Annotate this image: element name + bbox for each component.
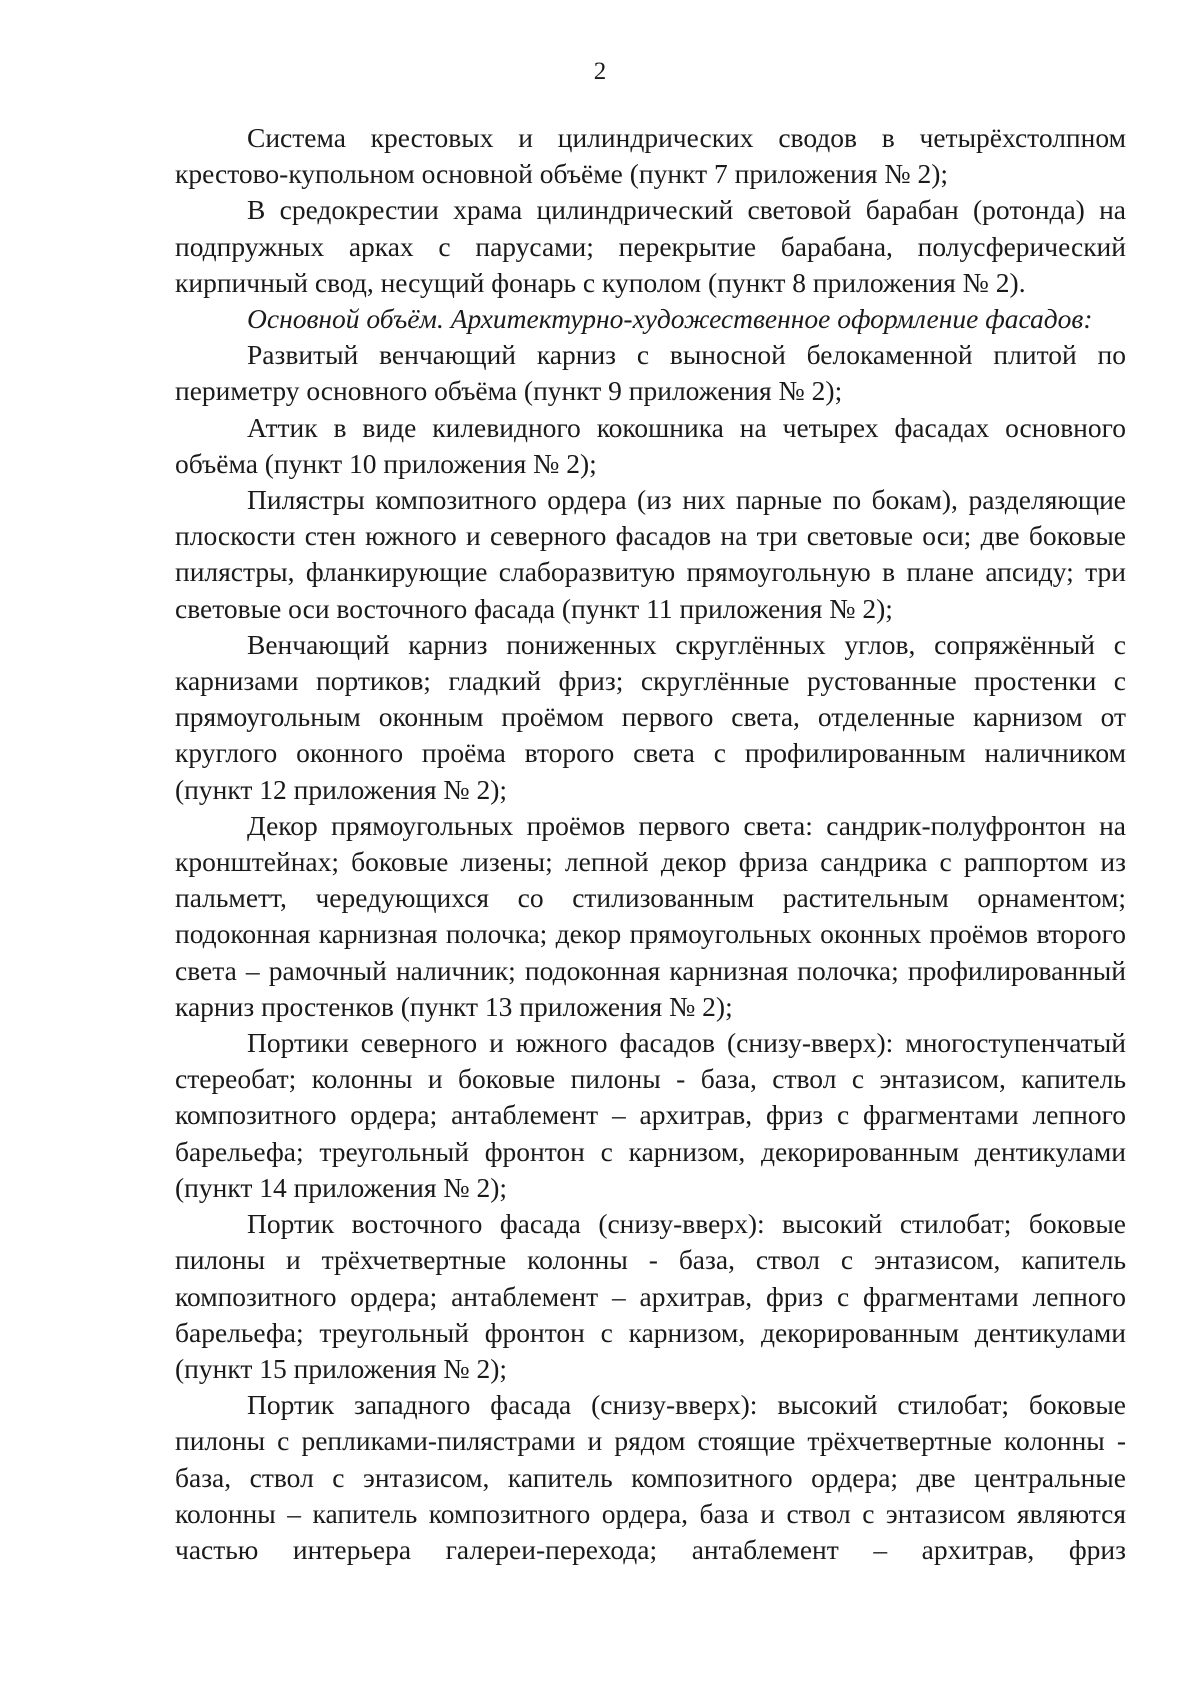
paragraph-attic: Аттик в виде килевидного кокошника на четырех фасадах основного объёма (пункт 10 приложения № 2); — [175, 411, 1126, 479]
paragraph-window-decor: Декор прямоугольных проёмов первого света: сандрик-полуфронтон на кронштейнах; боковые лизены; лепной декор фриза сандрика с раппортом из пальметт, чередующихся со стилизованным растительным орнаментом; подоконная карнизная полочка; декор прямоугольных оконных проёмов второго света – рамочный наличник; подоконная карнизная полочка; профилированный карниз простенков (пункт 13 приложения № 2); — [175, 809, 1126, 1022]
paragraph-pilasters: Пилястры композитного ордера (из них парные по бокам), разделяющие плоскости стен южного и северного фасадов на три световые оси; две боковые пилястры, фланкирующие слаборазвитую прямоугольную в плане апсиду; три световые оси восточного фасада (пункт 11 приложения № 2); — [175, 484, 1126, 624]
paragraph-north-south-porticos: Портики северного и южного фасадов (снизу-вверх): многоступенчатый стереобат; колонны и боковые пилоны - база, ствол с энтазисом, капитель композитного ордера; антаблемент – архитрав, фриз с фрагментами лепного барельефа; треугольный фронтон с карнизом, декорированным дентикулами (пункт 14 приложения № 2); — [175, 1027, 1126, 1203]
document-body — [175, 120, 1126, 1568]
section-heading-facades: Основной объём. Архитектурно-художественное оформление фасадов: — [247, 303, 1093, 335]
paragraph-drum: В средокрестии храма цилиндрический световой барабан (ротонда) на подпружных арках с парусами; перекрытие барабана, полусферический кирпичный свод, несущий фонарь с куполом (пункт 8 приложения № 2). — [175, 194, 1126, 298]
paragraph-east-portico: Портик восточного фасада (снизу-вверх): высокий стилобат; боковые пилоны и трёхчетвертные колонны - база, ствол с энтазисом, капитель композитного ордера; антаблемент – архитрав, фриз с фрагментами лепного барельефа; треугольный фронтон с карнизом, декорированным дентикулами (пункт 15 приложения № 2); — [175, 1208, 1126, 1384]
paragraph-vaults: Система крестовых и цилиндрических сводов в четырёхстолпном крестово-купольном основной объёме (пункт 7 приложения № 2); — [175, 122, 1126, 190]
page-number: 2 — [593, 58, 607, 85]
paragraph-west-portico: Портик западного фасада (снизу-вверх): высокий стилобат; боковые пилоны с репликами-пилястрами и рядом стоящие трёхчетвертные колонны - база, ствол с энтазисом, капитель композитного ордера; две центральные колонны – капитель композитного ордера, база и ствол с энтазисом являются частью интерьера галереи-перехода; антаблемент – архитрав, фриз — [175, 1389, 1126, 1565]
paragraph-corners: Венчающий карниз пониженных скруглённых углов, сопряжённый с карнизами портиков; гладкий фриз; скруглённые рустованные простенки с прямоугольным оконным проёмом первого света, отделенные карнизом от круглого оконного проёма второго света с профилированным наличником (пункт 12 приложения № 2); — [175, 628, 1126, 805]
paragraph-cornice: Развитый венчающий карниз с выносной белокаменной плитой по периметру основного объёма (пункт 9 приложения № 2); — [175, 339, 1126, 407]
